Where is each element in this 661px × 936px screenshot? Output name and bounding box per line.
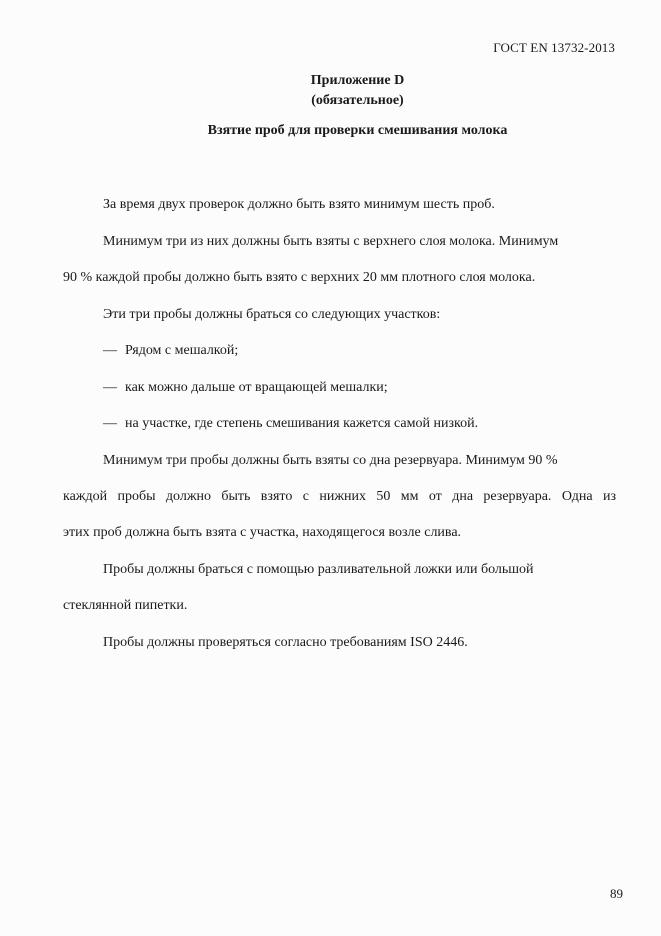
annex-title: Приложение D: [310, 73, 405, 88]
paragraph-2-line-2: 90 % каждой пробы должно быть взято с верхних 20 мм плотного слоя молока.: [63, 270, 536, 285]
list-item: [103, 341, 656, 360]
paragraph-1: За время двух проверок должно быть взято минимум шесть проб.: [103, 197, 495, 212]
dash-marker: —: [103, 380, 117, 395]
page-number: 89: [610, 886, 623, 901]
paragraph-2-line-1: Минимум три из них должны быть взяты с верхнего слоя молока. Минимум: [103, 234, 559, 249]
list-item: [103, 414, 656, 433]
list-item-text: Рядом с мешалкой;: [125, 343, 239, 358]
paragraph-4-line-3: этих проб должна быть взята с участка, находящегося возле слива.: [63, 525, 462, 540]
dash-marker: —: [103, 343, 117, 358]
annex-status: (обязательное): [311, 93, 404, 108]
paragraph-3: Эти три пробы должны браться со следующих участков:: [103, 307, 441, 322]
list-item-text: на участке, где степень смешивания кажется самой низкой.: [125, 416, 479, 431]
paragraph-6: Пробы должны проверяться согласно требованиям ISO 2446.: [103, 635, 468, 650]
list-item: [103, 378, 656, 397]
paragraph-4-line-2: каждой пробы должно быть взято с нижних 50 мм от дна резервуара. Одна из: [63, 489, 616, 504]
paragraph-4-line-1: Минимум три пробы должны быть взяты со дна резервуара. Минимум 90 %: [103, 453, 558, 468]
list-item-text: как можно дальше от вращающей мешалки;: [125, 380, 388, 395]
paragraph-5-line-1: Пробы должны браться с помощью разливательной ложки или большой: [103, 562, 534, 577]
dash-marker: —: [103, 416, 117, 431]
paragraph-5-line-2: стеклянной пипетки.: [63, 598, 188, 613]
section-title: Взятие проб для проверки смешивания молока: [207, 123, 508, 138]
standard-code: ГОСТ EN 13732-2013: [493, 40, 615, 55]
